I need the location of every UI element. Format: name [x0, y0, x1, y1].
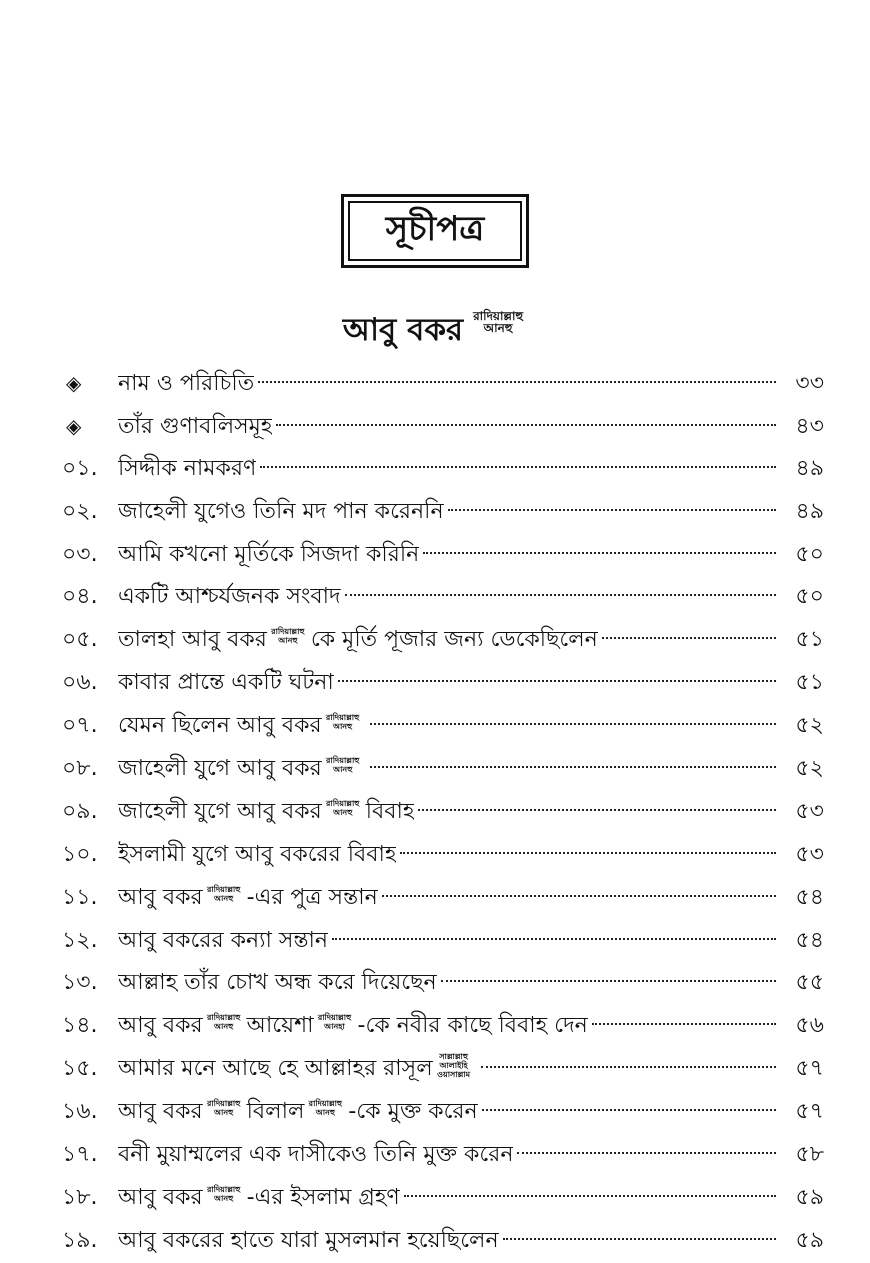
page-number: ৪৯ — [795, 498, 824, 524]
honorific-mark: রাদিয়াল্লাহু আনহু — [206, 1013, 241, 1032]
honorific-mark: রাদিয়াল্লাহু আনহু — [325, 713, 360, 732]
entry-title-text: জাহেলী যুগে আবু বকর — [118, 798, 322, 824]
dot-leader — [503, 1238, 776, 1240]
entry-title-text: আবু বকর — [118, 1184, 203, 1210]
entry-title-text: তালহা আবু বকর — [118, 627, 267, 653]
entry-title — [118, 877, 378, 920]
entry-title-text: আবু বকর — [118, 884, 203, 910]
entry-title-text: যেমন ছিলেন আবু বকর — [118, 713, 322, 739]
page-number: ৫৪ — [795, 884, 824, 910]
entry-number: ◈ — [66, 413, 82, 438]
page-number: ৫৯ — [795, 1227, 824, 1253]
dot-leader — [345, 594, 776, 596]
entry-title — [118, 748, 366, 791]
entry-title-text: আল্লাহ তাঁর চোখ অন্ধ করে দিয়েছেন — [118, 970, 437, 996]
entry-title — [118, 1048, 477, 1091]
table-of-contents — [62, 362, 824, 1263]
honorific-mark: রাদিয়াল্লাহু আনহু — [326, 798, 360, 817]
entry-title-after: -এর ইসলাম গ্রহণ — [246, 1184, 400, 1210]
toc-entry — [62, 920, 824, 963]
entry-number: ১৮. — [62, 1184, 98, 1210]
dot-leader — [276, 424, 776, 426]
entry-title-text: আমি কখনো মূর্তিকে সিজদা করিনি — [118, 541, 420, 567]
toc-entry — [62, 448, 824, 491]
dot-leader — [338, 680, 776, 682]
toc-entry — [62, 1091, 824, 1134]
entry-number: ০৫. — [62, 627, 98, 653]
entry-number: ১৪. — [62, 1013, 98, 1039]
entry-number: ০৭. — [62, 713, 98, 739]
entry-title — [118, 406, 272, 449]
dot-leader — [602, 637, 776, 639]
page-number: ৫৭ — [795, 1056, 824, 1082]
page-number: ৫২ — [795, 756, 824, 782]
page-number: ৫৭ — [795, 1099, 824, 1125]
entry-title-text: সিদ্দীক নামকরণ — [118, 455, 257, 481]
entry-number: ◈ — [66, 371, 82, 395]
honorific-mark: রাদিয়াল্লাহু আনহু — [206, 884, 241, 903]
entry-number: ১১. — [62, 884, 98, 910]
entry-number: ০৮. — [62, 756, 98, 782]
dot-leader — [423, 552, 776, 554]
entry-number: ০১. — [62, 455, 98, 481]
entry-title — [118, 1220, 499, 1263]
page-number: ৫৩ — [795, 841, 824, 867]
entry-title — [118, 1134, 513, 1177]
dot-leader — [370, 723, 776, 725]
entry-title-text: তাঁর গুণাবলিসমূহ — [118, 413, 273, 439]
entry-number: ১৯. — [62, 1227, 98, 1253]
entry-title-mid: বিলাল — [246, 1099, 305, 1125]
entry-title-text: আবু বকরের হাতে যারা মুসলমান হয়েছিলেন — [118, 1227, 499, 1253]
entry-title-text: ইসলামী যুগে আবু বকরের বিবাহ — [118, 841, 397, 867]
entry-title — [118, 576, 341, 619]
entry-title-after: কে মূর্তি পূজার জন্য ডেকেছিলেন — [310, 627, 598, 653]
page-number: ৪৯ — [795, 455, 824, 481]
entry-title-mid: আয়েশা — [246, 1013, 314, 1039]
honorific-mark: সাল্লাল্লাহু আলাইহি ওয়াসাল্লাম — [437, 1051, 471, 1079]
toc-entry — [62, 534, 824, 577]
entry-title — [118, 705, 366, 748]
entry-title-text: একটি আশ্চর্যজনক সংবাদ — [118, 584, 341, 610]
dot-leader — [332, 938, 776, 940]
entry-number: ০২. — [62, 498, 98, 524]
entry-title-text: আবু বকর — [118, 1013, 203, 1039]
toc-entry — [62, 791, 824, 834]
toc-entry — [62, 362, 824, 405]
entry-title-after: -এর পুত্র সন্তান — [246, 884, 378, 910]
toc-entry — [62, 748, 824, 791]
entry-number: ১০. — [62, 841, 98, 867]
entry-title — [118, 962, 437, 1005]
entry-title — [118, 920, 328, 963]
entry-title-after: -কে মুক্ত করেন — [348, 1099, 478, 1125]
entry-title-text: নাম ও পরিচিতি — [118, 371, 255, 396]
toc-entry — [62, 576, 824, 619]
toc-entry — [62, 1220, 824, 1263]
entry-number: ১৩. — [62, 970, 98, 996]
entry-title — [118, 363, 254, 406]
page-number: ৫১ — [795, 670, 824, 696]
entry-title — [118, 534, 419, 577]
toc-entry — [62, 1005, 824, 1048]
honorific-mark: রাদিয়াল্লাহু আনহু — [271, 627, 305, 646]
dot-leader — [370, 766, 776, 768]
section-title-text: আবু বকর — [342, 312, 464, 348]
dot-leader — [260, 466, 776, 468]
entry-title — [118, 662, 334, 705]
entry-number: ১২. — [62, 927, 98, 953]
honorific-mark: রাদিয়াল্লাহু আনহা — [317, 1013, 352, 1032]
section-title — [0, 306, 870, 358]
entry-title-text: আবু বকর — [118, 1099, 203, 1125]
entry-title-after: -কে নবীর কাছে বিবাহ দেন — [357, 1013, 588, 1039]
toc-entry — [62, 1048, 824, 1091]
toc-entry — [62, 662, 824, 705]
toc-entry — [62, 1177, 824, 1220]
dot-leader — [441, 980, 776, 982]
entry-title — [118, 834, 396, 877]
dot-leader — [448, 509, 776, 511]
toc-entry — [62, 705, 824, 748]
dot-leader — [481, 1066, 776, 1068]
dot-leader — [418, 809, 776, 811]
honorific-mark: রাদিয়াল্লাহু আনহু — [308, 1099, 343, 1118]
entry-title-text: জাহেলী যুগে আবু বকর — [118, 756, 322, 782]
entry-title — [118, 1177, 400, 1220]
entry-title — [118, 491, 444, 534]
dot-leader — [592, 1023, 776, 1025]
entry-title — [118, 448, 256, 491]
honorific-mark: রাদিয়াল্লাহু আনহু — [206, 1099, 241, 1118]
page-number: ৫৫ — [795, 970, 824, 996]
toc-entry — [62, 405, 824, 448]
page-number: ৫১ — [795, 627, 824, 653]
page-number: ৫২ — [795, 713, 824, 739]
toc-entry — [62, 877, 824, 920]
page-number: ৫৯ — [795, 1184, 824, 1210]
toc-entry — [62, 491, 824, 534]
page-number: ৫৪ — [795, 927, 824, 953]
toc-heading: সূচীপত্র — [385, 208, 485, 249]
honorific-mark: রাদিয়াল্লাহু আনহু — [326, 756, 360, 775]
dot-leader — [382, 895, 776, 897]
entry-title — [118, 1005, 588, 1048]
page-number: ৫৮ — [795, 1142, 824, 1168]
entry-number: ১৫. — [62, 1056, 98, 1082]
entry-title-text: বনী মুয়াম্মলের এক দাসীকেও তিনি মুক্ত করেন — [118, 1142, 514, 1168]
entry-title — [118, 1091, 478, 1134]
toc-entry — [62, 834, 824, 877]
entry-number: ০৬. — [62, 670, 98, 696]
toc-entry — [62, 619, 824, 662]
entry-number: ০৪. — [62, 584, 98, 610]
entry-number: ০৯. — [62, 798, 98, 824]
honorific-mark: রাদিয়াল্লাহু আনহু — [206, 1184, 241, 1203]
page-number: ৫০ — [795, 584, 824, 610]
entry-title-text: আমার মনে আছে হে আল্লাহর রাসূল — [118, 1056, 433, 1082]
section-title-honorific: রাদিয়াল্লাহু আনহু — [473, 309, 524, 335]
entry-title-text: জাহেলী যুগেও তিনি মদ পান করেননি — [118, 498, 444, 524]
page-number: ৫০ — [795, 541, 824, 567]
page-number: ৩৩ — [795, 371, 824, 396]
dot-leader — [404, 1195, 776, 1197]
page-number: ৫৬ — [795, 1013, 824, 1039]
dot-leader — [258, 381, 776, 383]
entry-title-after: বিবাহ — [365, 798, 415, 824]
dot-leader — [517, 1152, 776, 1154]
entry-title-text: আবু বকরের কন্যা সন্তান — [118, 927, 329, 953]
entry-number: ০৩. — [62, 541, 98, 567]
page-number: ৫৩ — [795, 798, 824, 824]
toc-heading-box — [341, 194, 529, 268]
dot-leader — [400, 852, 776, 854]
entry-number: ১৬. — [62, 1099, 98, 1125]
entry-title — [118, 791, 414, 834]
entry-title-text: কাবার প্রান্তে একটি ঘটনা — [118, 670, 334, 696]
page-number: ৪৩ — [795, 413, 824, 439]
entry-number: ১৭. — [62, 1142, 98, 1168]
dot-leader — [482, 1109, 776, 1111]
toc-entry — [62, 1134, 824, 1177]
toc-entry — [62, 962, 824, 1005]
entry-title — [118, 619, 598, 662]
